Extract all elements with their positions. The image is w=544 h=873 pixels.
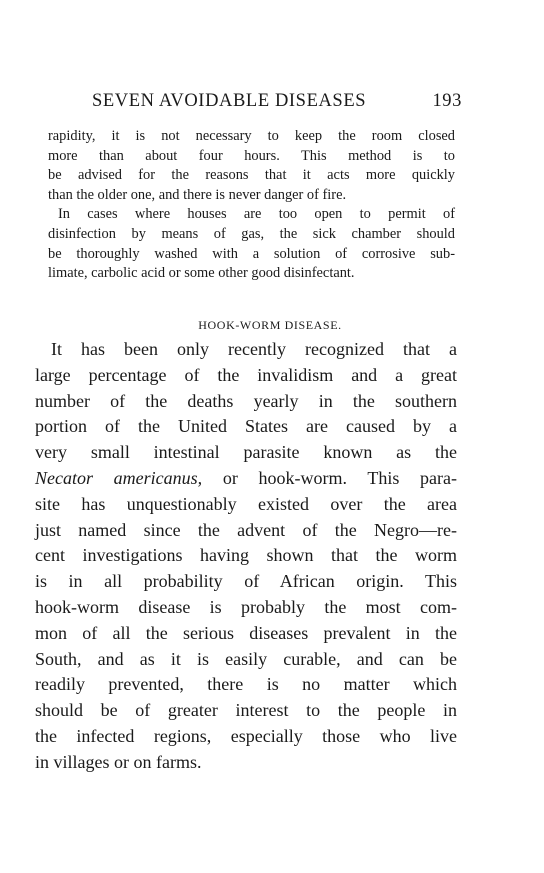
text-line: is in all probability of African origin. This: [35, 571, 457, 592]
text-line: should be of greater interest to the people in: [35, 700, 457, 721]
text-line: rapidity, it is not necessary to keep the room closed: [48, 128, 455, 144]
text-line: site has unquestionably existed over the area: [35, 493, 457, 514]
text-line: limate, carbolic acid or some other good disinfectant.: [48, 265, 355, 282]
text-line: than the older one, and there is never danger of fire.: [48, 186, 347, 203]
text-line: disinfection by means of gas, the sick chamber should: [48, 225, 455, 242]
text-line: large percentage of the invalidism and a great: [35, 364, 457, 385]
running-head-title: SEVEN AVOIDABLE DISEASES: [92, 91, 367, 111]
paragraph-continued: [48, 127, 455, 205]
text-line: mon of all the serious diseases prevalent in the: [35, 622, 457, 643]
paragraph-hook-worm: [35, 337, 457, 776]
text-line: very small intestinal parasite known as the: [35, 442, 457, 463]
small-print-block: [48, 127, 455, 284]
text-line: number of the deaths yearly in the southern: [35, 390, 457, 411]
text-line: just named since the advent of the Negro—re-: [35, 519, 457, 540]
text-line: in villages or on farms.: [35, 751, 202, 772]
text-line: It has been only recently recognized that a: [51, 339, 457, 359]
italic-term: Necator americanus,: [35, 467, 203, 488]
text-line-rest: or hook-worm. This para-: [202, 467, 458, 488]
text-line: be thoroughly washed with a solution of corrosive sub-: [48, 245, 455, 262]
paragraph-disinfection: [48, 205, 455, 283]
text-line: more than about four hours. This method is to: [48, 147, 455, 164]
text-line: South, and as it is easily curable, and can be: [35, 648, 457, 669]
text-line: cent investigations having shown that the worm: [35, 545, 457, 566]
section-heading: [0, 318, 544, 333]
text-line: the infected regions, especially those who live: [35, 725, 457, 746]
section-heading-text: HOOK-WORM DISEASE.: [198, 318, 342, 332]
text-line: readily prevented, there is no matter which: [35, 674, 457, 695]
page-number: 193: [432, 91, 462, 111]
text-line: be advised for the reasons that it acts more quickly: [48, 167, 455, 184]
text-line: In cases where houses are too open to permit of: [58, 206, 455, 223]
text-line: hook-worm disease is probably the most com-: [35, 596, 457, 617]
text-line: portion of the United States are caused by a: [35, 416, 457, 437]
running-head: [92, 91, 462, 113]
text-line-with-italic: [35, 466, 457, 492]
